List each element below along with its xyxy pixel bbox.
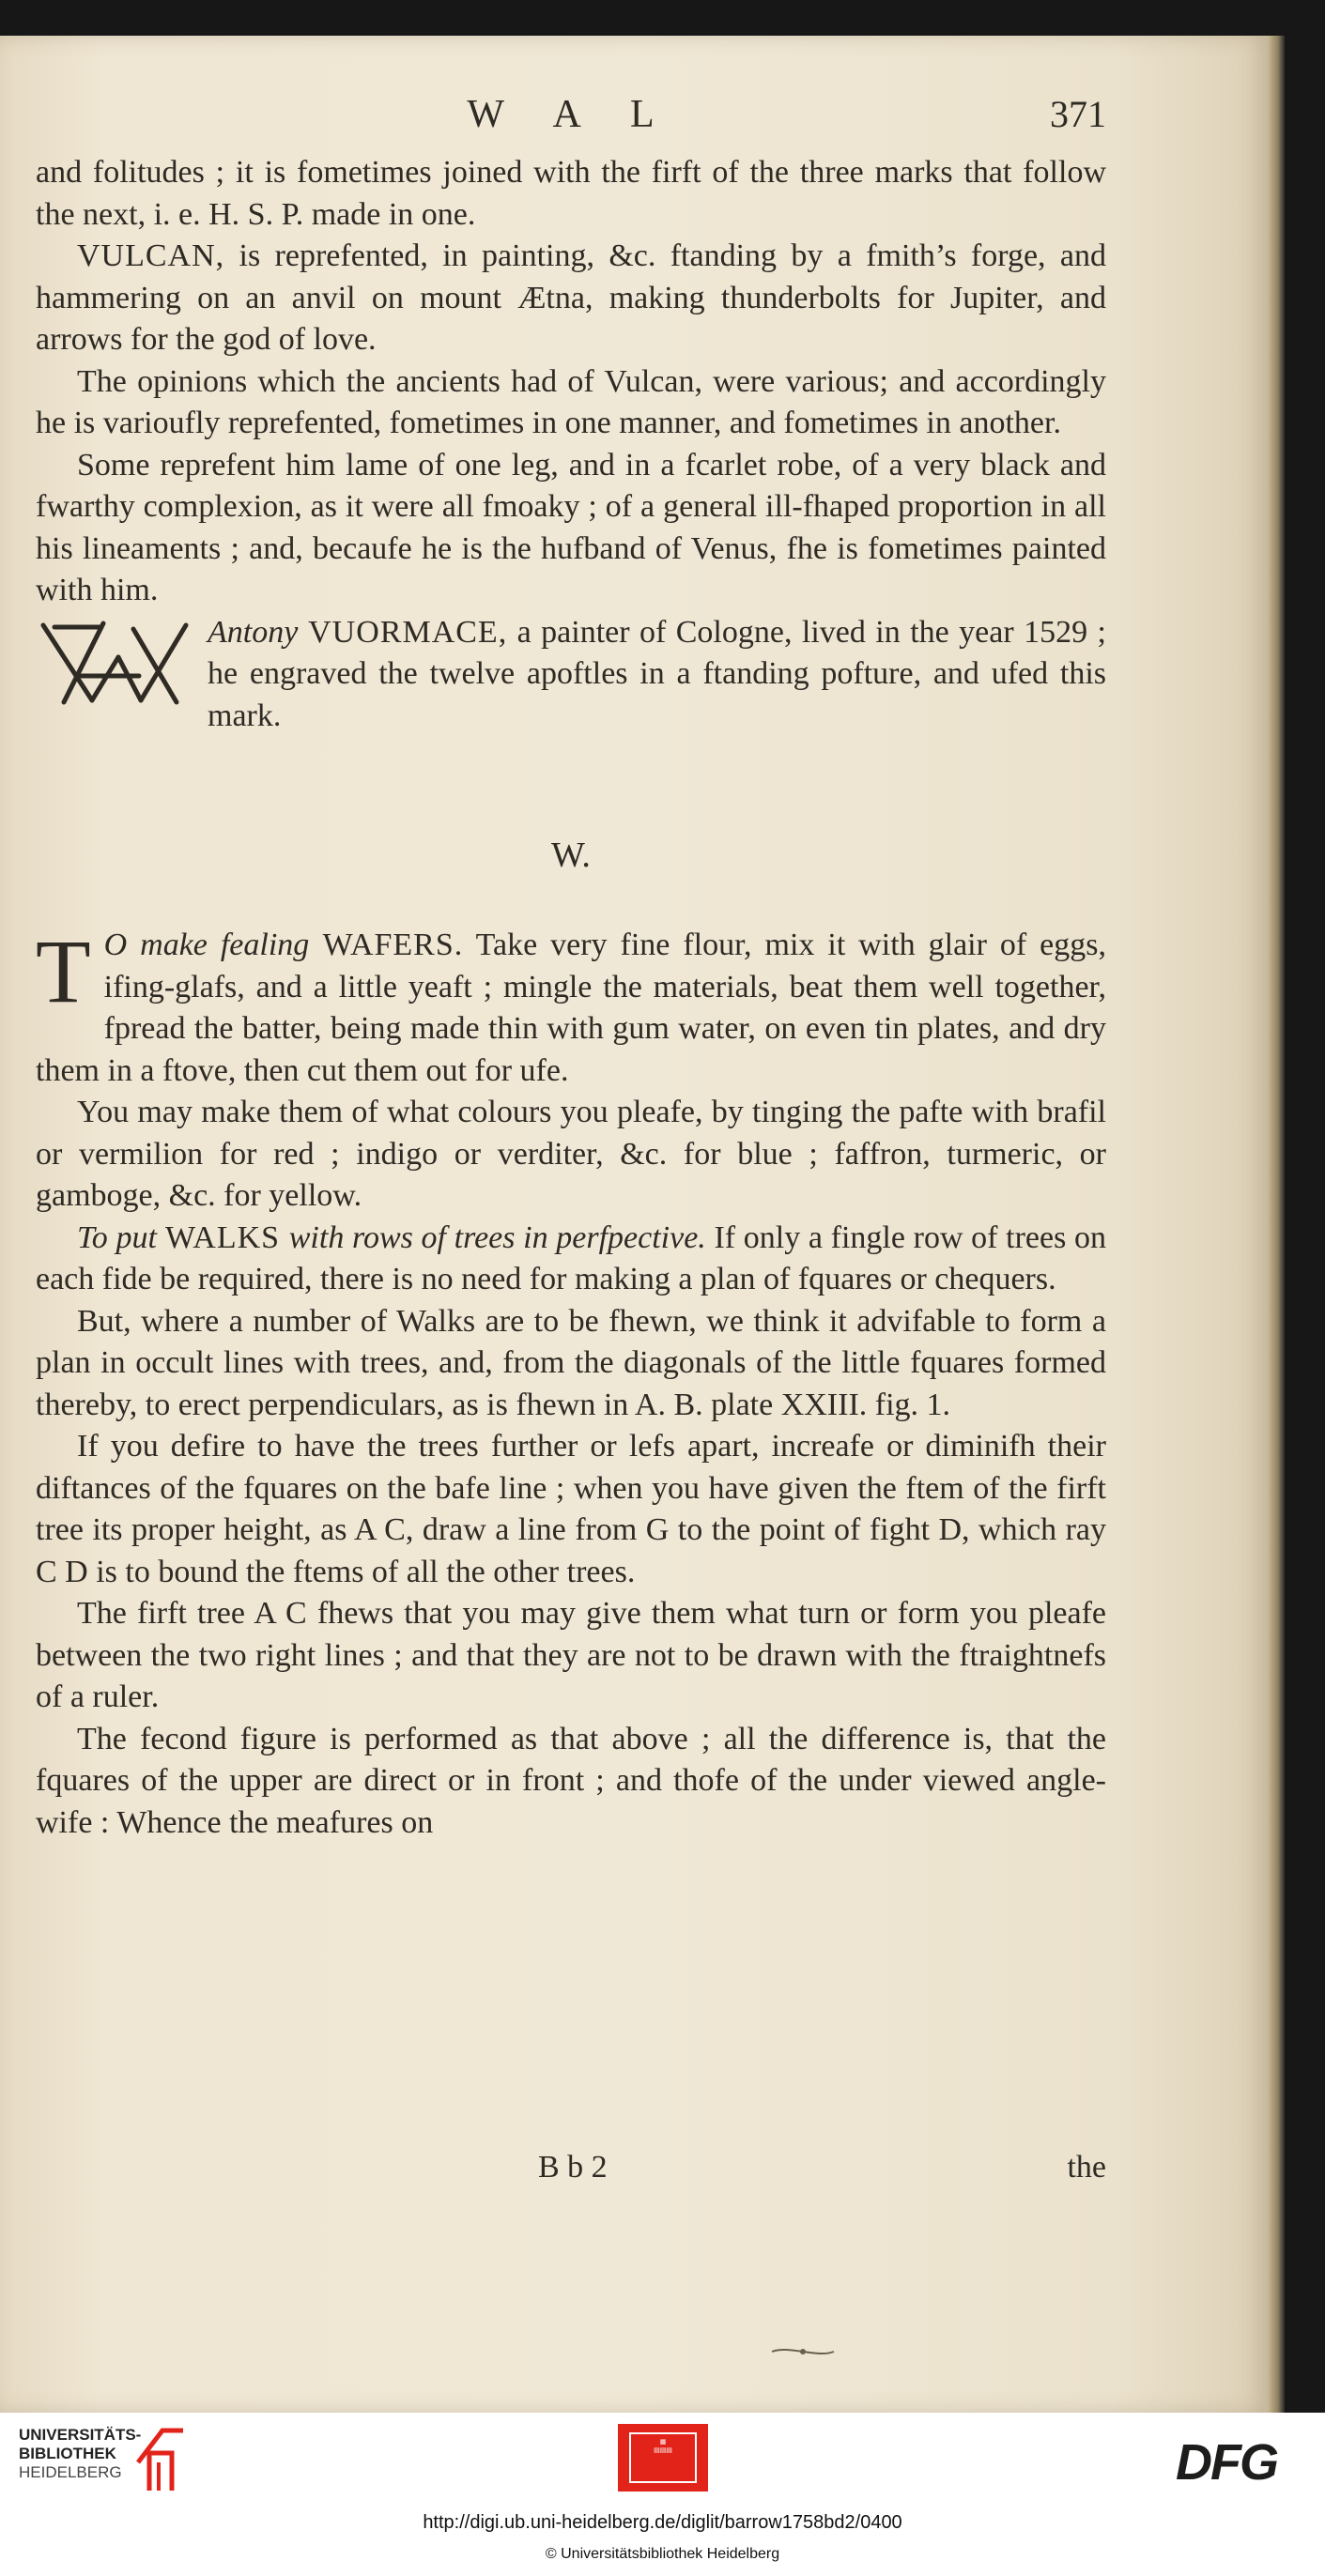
page-footer <box>36 2150 1106 2191</box>
library-emblem-icon <box>134 2425 187 2494</box>
paragraph-text: a painter of Cologne, lived in the year 1529 ; he engraved the twelve apoftles in a ftanding pofture, and ufed this mark. <box>208 614 1106 733</box>
italic-phrase: with rows of trees in perfpective. <box>288 1219 706 1255</box>
paragraph-vuormace <box>36 612 1106 738</box>
copyright-notice: © Universitätsbibliothek Heidelberg <box>545 2546 780 2562</box>
partner-logo-mark: ▦ ▤▤▤ <box>629 2432 697 2483</box>
entry-term: WALKS <box>156 1219 289 1255</box>
entry-term: VUORMACE, <box>298 614 508 650</box>
entry-term: WAFERS. <box>309 928 464 962</box>
running-head-title: W A L <box>467 93 675 136</box>
logo-line: BIBLIOTHEK <box>19 2445 116 2462</box>
logo-line: HEIDELBERG <box>19 2463 122 2481</box>
catchword: the <box>1067 2150 1106 2185</box>
paragraph: Some reprefent him lame of one leg, and in a fcarlet robe, of a very black and fwarthy complexion, as it were all fmoaky ; of a general ill-fhaped proportion in all his lineaments ; and, becaufe he is the hufband of Venus, fhe is fometimes painted with him. <box>36 447 1106 607</box>
paragraph-wafers <box>36 921 1106 1092</box>
paragraph-text: is reprefented, in painting, &c. ftanding by a fmith’s forge, and hammering on an anvil on mount Ætna, making thunderbolts for Jupiter, and arrows for the god of love. <box>36 238 1106 357</box>
paragraph: But, where a number of Walks are to be fhewn, we think it advifable to form a plan in occult lines with trees, and, from the diagonals of the little fquares formed thereby, to erect perpendiculars, as is fhewn in A. B. plate XXIII. fig. 1. <box>36 1303 1106 1422</box>
paragraph: If you defire to have the trees further or lefs apart, increafe or diminifh their diftances of the fquares on the bafe line ; when you have given the ftem of the firft tree its proper height, as A C, draw a line from G to the point of fight D, which ray C D is to bound the ftems of all the other trees. <box>36 1429 1106 1589</box>
paragraph-text: If only a fingle row of trees on each fide be required, there is no need for making a plan of fquares or chequers. <box>36 1219 1107 1296</box>
logo-line: UNIVERSITÄTS- <box>19 2426 142 2444</box>
paragraph-text: Take very fine flour, mix it with glair of eggs, ifing-glafs, and a little yeaft ; mingle the materials, beat them well together, fpread the batter, being made thin with gum water, on even tin plates, and dry them in a ftove, then cut them out for ufe. <box>36 928 1106 1088</box>
signature-mark: B b 2 <box>538 2150 608 2185</box>
paragraph-vulcan <box>36 236 1106 361</box>
paragraph: The opinions which the ancients had of Vulcan, were various; and accordingly he is varioufly reprefented, fometimes in one manner, and fometimes in another. <box>36 363 1106 440</box>
paragraph: You may make them of what colours you pleafe, by tinging the pafte with brafil or vermilion for red ; indigo or verditer, &c. for blue ; faffron, turmeric, or gamboge, &c. for yellow. <box>36 1095 1106 1213</box>
paragraph-walks <box>36 1218 1106 1301</box>
page-number: 371 <box>1050 93 1106 135</box>
italic-phrase: O make fealing <box>103 928 310 962</box>
drop-cap: T <box>36 921 91 1021</box>
paragraph: and folitudes ; it is fometimes joined with the firft of the three marks that follow the next, i. e. H. S. P. made in one. <box>36 155 1106 232</box>
entry-term: VULCAN, <box>77 238 225 273</box>
monogram-mark <box>36 620 191 706</box>
paragraph: The firft tree A C fhews that you may give them what turn or form you pleafe between the two right lines ; and that they are not to be drawn with the ftraightnefs of a ruler. <box>36 1596 1106 1714</box>
university-library-logo[interactable] <box>19 2426 141 2482</box>
paragraph: The fecond figure is performed as that above ; all the difference is, that the fquares of the upper are direct or in front ; and thofe of the under viewed angle-wife : Whence the meafures on <box>36 1721 1106 1840</box>
page-edge <box>1268 36 1285 2413</box>
page-text <box>36 94 1106 1844</box>
italic-name: Antony <box>208 614 299 650</box>
italic-phrase: To put <box>77 1219 157 1255</box>
partner-logo[interactable] <box>618 2424 708 2492</box>
permalink-url[interactable]: http://digi.ub.uni-heidelberg.de/diglit/barrow1758bd2/0400 <box>423 2512 902 2533</box>
dfg-logo[interactable]: DFG <box>1176 2434 1277 2491</box>
vuormace-entry <box>36 612 1106 738</box>
section-heading: W. <box>551 836 591 875</box>
ornament-icon <box>770 2343 836 2360</box>
running-head <box>36 94 1106 152</box>
